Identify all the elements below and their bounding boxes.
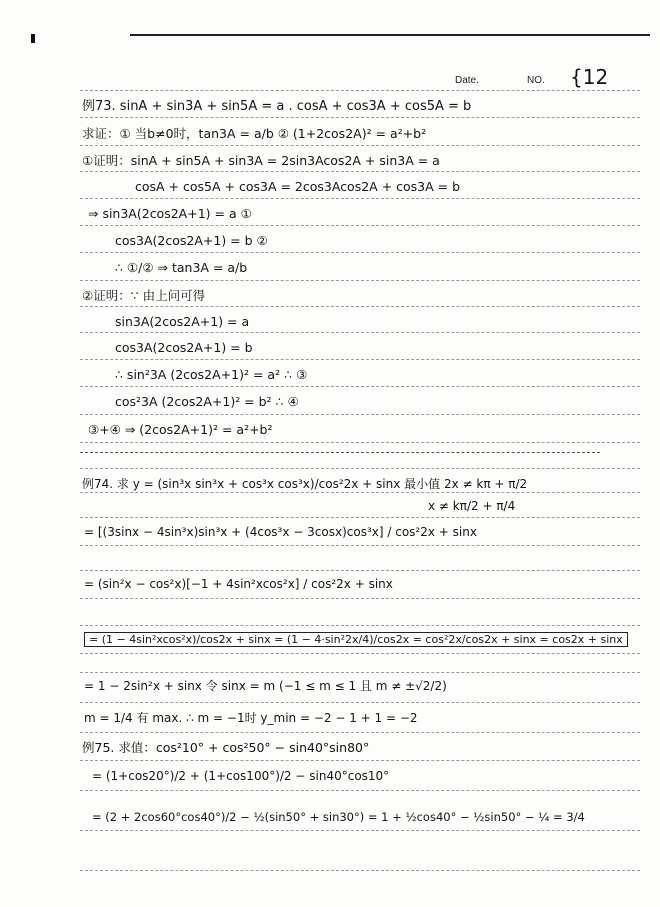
page-number: {12 (570, 65, 609, 89)
ruled-line (80, 790, 640, 791)
ruled-line (80, 198, 640, 199)
ruled-line (80, 598, 640, 599)
ruled-line (80, 468, 640, 469)
proof-2-intro: ②证明：∵ 由上问可得 (82, 288, 206, 303)
ruled-line (80, 672, 640, 673)
problem-75-step-2: = (2 + 2cos60°cos40°)/2 − ½(sin50° + sin30°) = 1 + ½cos40° − ½sin50° − ¼ = 3/4 (92, 810, 585, 824)
ruled-line (80, 90, 640, 91)
proof-2-eq-4: cos²3A (2cos2A+1)² = b² ∴ ④ (115, 394, 299, 409)
proof-1-eq-2: cos3A(2cos2A+1) = b ② (115, 233, 268, 248)
ruled-line (80, 171, 640, 172)
top-rule (130, 34, 650, 36)
ruled-line (80, 252, 640, 253)
ruled-line (80, 517, 640, 518)
problem-74-domain: x ≠ kπ/2 + π/4 (428, 499, 516, 513)
ruled-line (80, 280, 640, 281)
ruled-line (80, 442, 640, 443)
problem-74-statement: 例74. 求 y = (sin³x sin³x + cos³x cos³x)/cos²2x + sinx 最小值 2x ≠ kπ + π/2 (82, 477, 528, 491)
proof-1-line-1: ①证明：sinA + sin5A + sin3A = 2sin3Acos2A + sin3A = a (82, 153, 440, 168)
ruled-line (80, 145, 640, 146)
problem-74-answer: m = 1/4 有 max. ∴ m = −1时 y_min = −2 − 1 + 1 = −2 (84, 711, 418, 725)
ruled-line (80, 386, 640, 387)
ruled-line (80, 117, 640, 118)
proof-2-eq-1: sin3A(2cos2A+1) = a (115, 314, 250, 329)
problem-74-step-2: = (sin²x − cos²x)[−1 + 4sin²xcos²x] / cos²2x + sinx (84, 577, 393, 591)
problem-75-step-1: = (1+cos20°)/2 + (1+cos100°)/2 − sin40°cos10° (92, 769, 390, 783)
ruled-line (80, 830, 640, 831)
problem-74-substitution: = 1 − 2sin²x + sinx 令 sinx = m (−1 ≤ m ≤ 1 且 m ≠ ±√2/2) (84, 679, 447, 693)
ruled-line (80, 414, 640, 415)
ruled-line (80, 359, 640, 360)
ruled-line (80, 870, 640, 871)
proof-1-conclusion: ∴ ①/② ⇒ tan3A = a/b (115, 260, 248, 275)
ruled-line (80, 225, 640, 226)
ruled-line (80, 653, 640, 654)
problem-74-step-3 (84, 632, 628, 647)
no-label: NO. (527, 75, 545, 86)
ruled-line (80, 492, 640, 493)
proof-1-line-2: cosA + cos5A + cos3A = 2cos3Acos2A + cos3A = b (135, 179, 461, 194)
proof-2-eq-3: ∴ sin²3A (2cos2A+1)² = a² ∴ ③ (115, 367, 308, 382)
proof-2-eq-2: cos3A(2cos2A+1) = b (115, 340, 253, 355)
problem-73-statement: 例73. sinA + sin3A + sin5A = a . cosA + cos3A + cos5A = b (82, 99, 472, 114)
corner-mark (31, 34, 35, 43)
ruled-line (80, 702, 640, 703)
date-label: Date. (455, 75, 479, 86)
boxed-result: = (1 − 4sin²xcos²x)/cos2x + sinx = (1 − 4·sin²2x/4)/cos2x = cos²2x/cos2x + sinx = cos2x + sinx (84, 632, 628, 647)
ruled-line (80, 570, 640, 571)
proof-1-eq-1: ⇒ sin3A(2cos2A+1) = a ① (88, 206, 252, 221)
ruled-line (80, 332, 640, 333)
section-separator (80, 452, 600, 453)
problem-75-statement: 例75. 求值：cos²10° + cos²50° − sin40°sin80° (82, 740, 370, 755)
problem-74-step-1: = [(3sinx − 4sin³x)sin³x + (4cos³x − 3cosx)cos³x] / cos²2x + sinx (84, 525, 477, 539)
ruled-line (80, 760, 640, 761)
ruled-line (80, 732, 640, 733)
problem-73-goal: 求证：① 当b≠0时，tan3A = a/b ② (1+2cos2A)² = a²+b² (82, 126, 427, 141)
ruled-line (80, 625, 640, 626)
ruled-line (80, 545, 640, 546)
proof-2-conclusion: ③+④ ⇒ (2cos2A+1)² = a²+b² (88, 422, 273, 437)
ruled-line (80, 306, 640, 307)
